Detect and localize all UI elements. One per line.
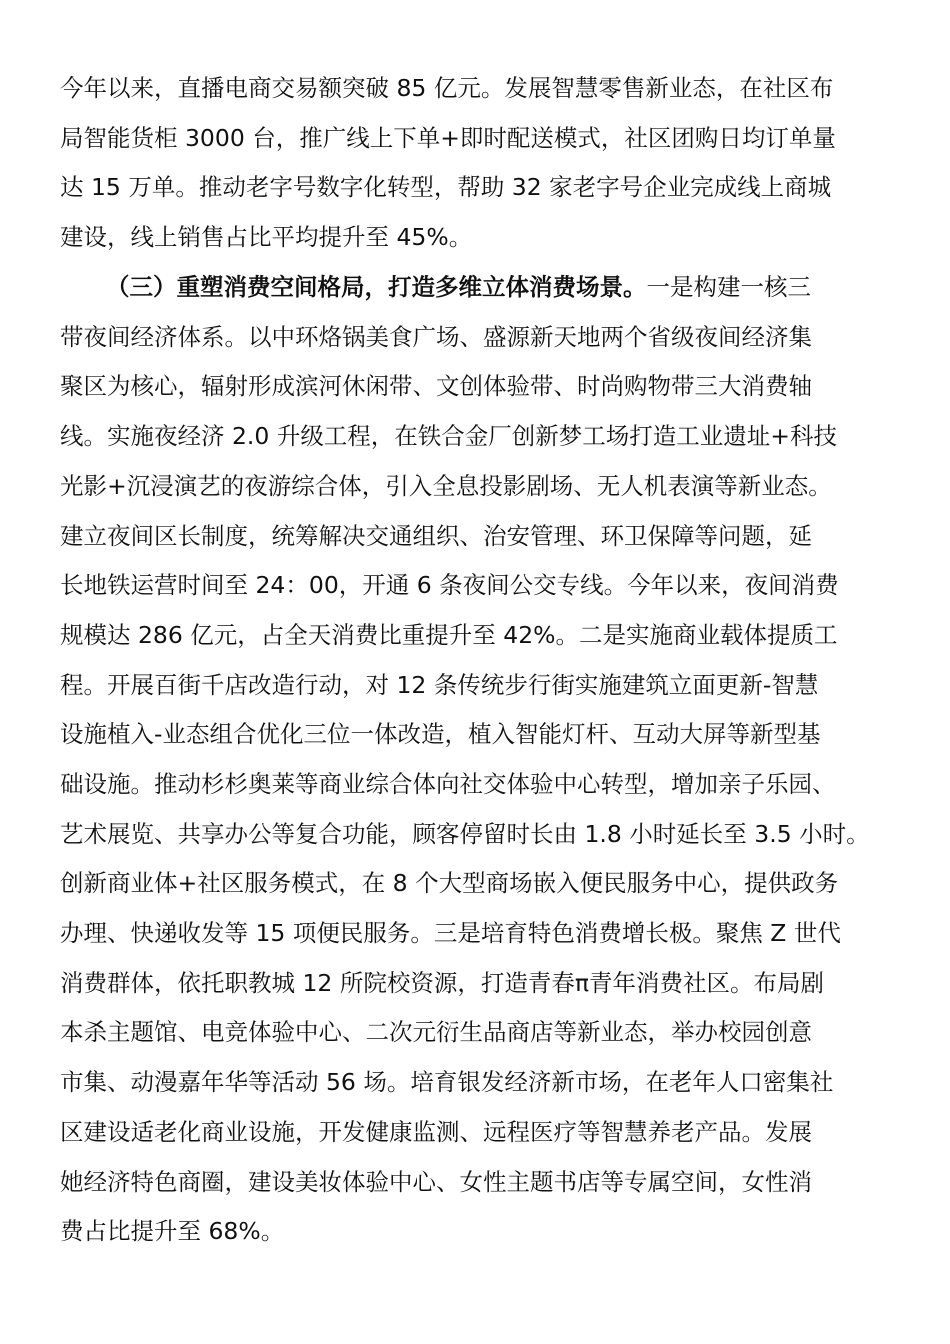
text-line: 建立夜间区长制度，统筹解决交通组织、治安管理、环卫保障等问题，延: [60, 522, 812, 550]
text-line: 区建设适老化商业设施，开发健康监测、远程医疗等智慧养老产品。发展: [60, 1118, 812, 1146]
text-line: 本杀主题馆、电竞体验中心、二次元衍生品商店等新业态，举办校园创意: [60, 1018, 812, 1046]
text-line: 光影+沉浸演艺的夜游综合体，引入全息投影剧场、无人机表演等新业态。: [60, 472, 832, 500]
text-span: 一是构建一核三: [646, 273, 811, 301]
text-line: 聚区为核心，辐射形成滨河休闲带、文创体验带、时尚购物带三大消费轴: [60, 372, 812, 400]
text-line: 局智能货柜 3000 台，推广线上下单+即时配送模式，社区团购日均订单量: [60, 124, 836, 152]
text-line: 规模达 286 亿元，占全天消费比重提升至 42%。二是实施商业载体提质工: [60, 621, 838, 649]
text-line: 创新商业体+社区服务模式，在 8 个大型商场嵌入便民服务中心，提供政务: [60, 869, 839, 897]
text-line: 设施植入-业态组合优化三位一体改造，植入智能灯杆、互动大屏等新型基: [60, 720, 821, 748]
text-line: 长地铁运营时间至 24：00，开通 6 条夜间公交专线。今年以来，夜间消费: [60, 571, 839, 599]
text-line: 达 15 万单。推动老字号数字化转型，帮助 32 家老字号企业完成线上商城: [60, 173, 832, 201]
text-line: 市集、动漫嘉年华等活动 56 场。培育银发经济新市场，在老年人口密集社: [60, 1068, 834, 1096]
text-line: 带夜间经济体系。以中环烙锅美食广场、盛源新天地两个省级夜间经济集: [60, 323, 812, 351]
text-line: 办理、快递收发等 15 项便民服务。三是培育特色消费增长极。聚焦 Z 世代: [60, 919, 841, 947]
text-line: 程。开展百街千店改造行动，对 12 条传统步行街实施建筑立面更新-智慧: [60, 671, 819, 699]
text-line: 她经济特色商圈，建设美妆体验中心、女性主题书店等专属空间，女性消: [60, 1168, 812, 1196]
text-line: 艺术展览、共享办公等复合功能，顾客停留时长由 1.8 小时延长至 3.5 小时。: [60, 820, 870, 848]
section-heading: （三）重塑消费空间格局，打造多维立体消费场景。: [106, 273, 647, 301]
text-line: 线。实施夜经济 2.0 升级工程，在铁合金厂创新梦工场打造工业遗址+科技: [60, 422, 838, 450]
text-line: 今年以来，直播电商交易额突破 85 亿元。发展智慧零售新业态，在社区布: [60, 74, 834, 102]
text-line: 消费群体，依托职教城 12 所院校资源，打造青春π青年消费社区。布局剧: [60, 969, 824, 997]
section-heading-line: [106, 272, 811, 302]
text-line: 建设，线上销售占比平均提升至 45%。: [60, 223, 473, 251]
text-line: 费占比提升至 68%。: [60, 1217, 285, 1245]
text-line: 础设施。推动杉杉奥莱等商业综合体向社交体验中心转型，增加亲子乐园、: [60, 770, 836, 798]
